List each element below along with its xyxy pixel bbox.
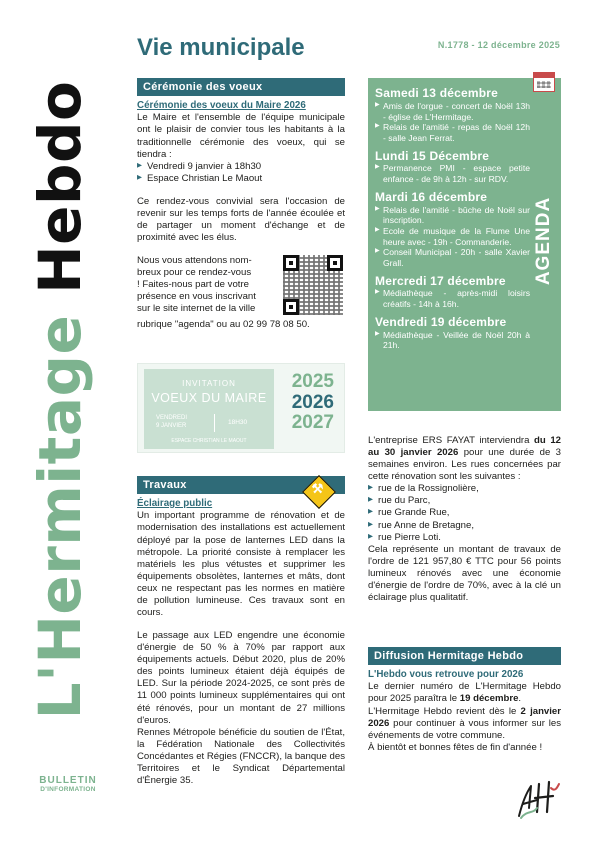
ceremony-subtitle: Cérémonie des voeux du Maire 2026	[137, 100, 306, 111]
agenda-day-title: Mercredi 17 décembre	[375, 273, 506, 288]
agenda-item: ▶ Ecole de musique de la Flume Une heure avec - 19h - Commanderie.	[375, 226, 530, 247]
ceremony-signup	[137, 255, 345, 319]
list-item: ▶ rue Pierre Loti.	[368, 532, 561, 544]
agenda-day-title: Samedi 13 décembre	[375, 86, 498, 100]
agenda-item: ▶ Relais de l'amitié - bûche de Noël sur inscription.	[375, 205, 530, 226]
works-outro: Cela représente un montant de travaux de l'ordre de 121 957,80 € TTC pour 56 points lumineux rénovés avec une économie d'énergie de l'ordre de 70%, avec à la clé un éclairage plus qualitatif.	[368, 543, 561, 604]
bulletin-line1: BULLETIN	[39, 775, 97, 786]
invitation-line2: VOEUX DU MAIRE	[151, 391, 267, 405]
bulletin-line2: D'INFORMATION	[40, 786, 96, 793]
ceremony-section-bar: Cérémonie des voeux	[137, 78, 345, 96]
list-item: ▶ rue Anne de Bretagne,	[368, 520, 561, 532]
diffusion-para1: Le dernier numéro de L'Hermitage Hebdo pour 2025 paraîtra le 19 décembre.	[368, 681, 561, 705]
works-para1: Un important programme de rénovation et de modernisation des installations est actuellement déployé par la pose de lanternes LED dans la métropole. La priorité consiste à remplacer les matériels les plus vétustes et supprimer les équipements obsolètes, lanternes et mâts, dont ceux ne respectant pas les normes en matière de pollution lumineuse. Ces travaux sont en cours.	[137, 510, 345, 618]
invitation-image	[137, 363, 345, 453]
masthead-title-part2: Hebdo	[26, 80, 94, 294]
agenda-list	[375, 86, 530, 351]
bulletin-label	[28, 775, 108, 793]
agenda-item: ▶ Conseil Municipal - 20h - salle Xavier Grall.	[375, 247, 530, 268]
diffusion-para2: L'Hermitage Hebdo revient dès le 2 janvier 2026 pour continuer à vous informer sur les événements de votre commune.	[368, 705, 562, 741]
signup-line: ! Faites-nous part de votre	[137, 279, 249, 291]
signup-last-line: rubrique "agenda" ou au 02 99 78 08 50.	[137, 319, 310, 331]
issue-number: N.1778 - 12 décembre 2025	[437, 40, 560, 50]
city-logo-icon	[513, 778, 563, 820]
invitation-place: ESPACE CHRISTIAN LE MAOUT	[171, 438, 247, 444]
ceremony-section	[137, 78, 345, 331]
agenda-day-title: Vendredi 19 décembre	[375, 314, 507, 329]
signup-line: sur le site internet de la ville	[137, 303, 256, 315]
invitation-card	[144, 369, 274, 449]
invitation-time: 18H30	[228, 419, 248, 426]
agenda-item: ▶ Amis de l'orgue - concert de Noël 13h - église de L'Hermitage.	[375, 101, 530, 122]
signup-line: breux pour ce rendez-vous	[137, 267, 252, 279]
list-item: ▶ rue Grande Rue,	[368, 507, 561, 519]
invitation-line1: INVITATION	[182, 379, 236, 388]
road-works-sign-icon: ⚒	[302, 475, 336, 509]
qr-code-icon[interactable]	[283, 255, 343, 315]
works-para3: Rennes Métropole bénéficie du soutien de l'État, la Fédération Nationale des Collectivités Concédantes et Régies (FNCCR), la banque des Territoires et le Syndicat Départemental d'Énergie 35.	[137, 726, 345, 786]
list-item: ▶ Espace Christian Le Maout	[137, 173, 345, 185]
diffusion-subtitle: L'Hebdo vous retrouve pour 2026	[368, 669, 524, 680]
calendar-icon	[533, 72, 555, 92]
works-intro: L'entreprise ERS FAYAT interviendra du 12 au 30 janvier 2026 pour une durée de 3 semaines environ. Les rues concernées par cette rénovation sont les suivantes :	[368, 435, 562, 483]
agenda-item: ▶ Médiathèque - après-midi loisirs créatifs - 14h à 16h.	[375, 288, 530, 309]
masthead	[20, 30, 100, 770]
agenda-label: AGENDA	[533, 196, 554, 286]
signup-line: présence en vous inscrivant	[137, 291, 256, 303]
agenda-item: ▶ Relais de l'amitié - repas de Noël 12h - salle Jean Ferrat.	[375, 122, 530, 143]
ceremony-para2: Ce rendez-vous convivial sera l'occasion de revenir sur les temps forts de l'année écoulée et de partager un moment d'échange et de proximité avec les élus.	[137, 195, 345, 244]
agenda-box	[368, 78, 561, 411]
works-details	[368, 435, 561, 615]
diffusion-section	[368, 647, 561, 765]
invitation-date: VENDREDI 9 JANVIER	[156, 415, 188, 429]
signup-line: Nous vous attendons nom-	[137, 255, 252, 267]
list-item: ▶ rue de la Rossignolière,	[368, 483, 561, 495]
works-section	[137, 476, 345, 798]
page-title: Vie municipale	[137, 34, 305, 61]
invitation-years: 2025 2026 2027	[291, 371, 334, 434]
list-item: ▶ rue du Parc,	[368, 495, 561, 507]
diffusion-section-bar: Diffusion Hermitage Hebdo	[368, 647, 561, 665]
list-item: ▶ Vendredi 9 janvier à 18h30	[137, 161, 345, 173]
agenda-item: ▶ Permanence PMI - espace petite enfance - de 9h à 12h - sur RDV.	[375, 163, 530, 184]
works-para2: Le passage aux LED engendre une économie d'énergie de 50 % à 70% par rapport aux équipements actuels. Début 2020, plus de 20% des points lumineux étaient déjà équipés de LED. Sur la période 2024-2025, ce sont près de 11 000 points lumineux supplémentaires qui ont été rénovés, pour un montant de 27 millions d'euros.	[137, 630, 345, 726]
agenda-day-title: Mardi 16 décembre	[375, 189, 488, 204]
diffusion-para3: À bientôt et bonnes fêtes de fin d'année !	[368, 741, 543, 753]
works-section-bar: Travaux ⚒	[137, 476, 345, 494]
masthead-title	[26, 80, 94, 720]
works-subtitle: Éclairage public	[137, 498, 213, 509]
ceremony-list	[137, 161, 345, 185]
agenda-item: ▶ Médiathèque - Veillée de Noël 20h à 21h.	[375, 330, 530, 351]
agenda-day-title: Lundi 15 Décembre	[375, 148, 490, 163]
masthead-title-part1: L'Hermitage	[26, 314, 94, 720]
street-list	[368, 483, 561, 543]
ceremony-intro: Le Maire et l'ensemble de l'équipe municipale ont le plaisir de convier tous les habitants à la traditionnelle cérémonie des voeux, qui se tiendra :	[137, 112, 345, 160]
